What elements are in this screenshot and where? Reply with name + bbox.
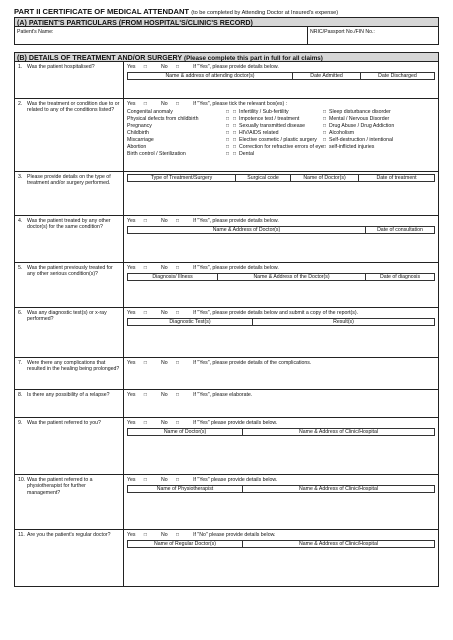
condition-option[interactable] <box>127 151 233 157</box>
condition-option[interactable] <box>127 137 233 143</box>
yes-option[interactable]: Yes □ <box>127 360 147 366</box>
condition-label: Sleep disturbance disorder <box>329 109 391 116</box>
question-row-5: 5. Was the patient previously treated for any other serious condition(s)? Yes □ No □ If "Yes", please provide details below. Diagnosis/ Illness Name & Address of the Doctor(s) Date of diagnosis <box>14 263 439 308</box>
checkbox-icon[interactable]: □ <box>225 130 229 137</box>
condition-option[interactable] <box>127 109 233 115</box>
checkbox-icon[interactable]: □ <box>225 137 229 144</box>
checkbox-icon: □ <box>143 265 147 271</box>
condition-label: Impotence test / treatment <box>239 116 300 123</box>
yes-option[interactable]: Yes □ <box>127 532 147 538</box>
question-row-9: 9. Was the patient referred to you? Yes □ No □ If "Yes" please provide details below. Name of Doctor(s) Name & Address of Clinic/Hospital <box>14 418 439 475</box>
checkbox-icon[interactable]: □ <box>233 150 237 157</box>
yes-option[interactable]: Yes □ <box>127 64 147 70</box>
no-option[interactable]: No □ <box>160 420 180 426</box>
detail-table-header: Name of Regular Doctor(s) Name & Address of Clinic/Hospital <box>127 540 435 548</box>
question-row-4: 4. Was the patient treated by any other doctor(s) for the same condition? Yes □ No □ If "Yes", please provide details below. Name & Address of Doctor(s) Date of consultation <box>14 216 439 263</box>
condition-option[interactable] <box>127 116 233 122</box>
checkbox-icon: □ <box>176 392 180 398</box>
checkbox-icon: □ <box>176 218 180 224</box>
question-label: 5. Was the patient previously treated for any other serious condition(s)? <box>15 263 124 307</box>
question-row-6: 6. Was any diagnostic test(s) or x-ray performed? Yes □ No □ If "Yes", please provide details below and submit a copy of the report(s). Diagnostic Test(s) Result(s) <box>14 308 439 358</box>
question-label: 11. Are you the patient's regular doctor? <box>15 530 124 586</box>
condition-checklist <box>127 109 435 157</box>
condition-option[interactable] <box>323 137 435 143</box>
condition-option[interactable] <box>233 130 323 136</box>
no-option[interactable]: No □ <box>160 64 180 70</box>
section-b-heading: (B) DETAILS OF TREATMENT AND/OR SURGERY (Please complete this part in full for all claims) <box>14 52 439 62</box>
condition-label: Dental <box>239 150 255 157</box>
condition-option[interactable] <box>323 116 435 122</box>
checkbox-icon: □ <box>143 532 147 538</box>
condition-option[interactable] <box>127 144 233 150</box>
yes-option[interactable]: Yes □ <box>127 392 147 398</box>
question-row-8: 8. Is there any possibility of a relapse? Yes □ No □ If "Yes", please elaborate. <box>14 390 439 418</box>
nric-field[interactable]: NRIC/Passport No./FIN No.: <box>310 29 375 35</box>
no-option[interactable]: No □ <box>160 218 180 224</box>
condition-label: Birth control / Sterilization <box>127 150 186 157</box>
checkbox-icon: □ <box>143 360 147 366</box>
detail-table-header: Diagnosis/ Illness Name & Address of the Doctor(s) Date of diagnosis <box>127 273 435 281</box>
checkbox-icon: □ <box>176 265 180 271</box>
checkbox-icon[interactable]: □ <box>225 123 229 130</box>
patient-name-field[interactable]: Patient's Name: <box>15 27 308 44</box>
yes-option[interactable]: Yes □ <box>127 218 147 224</box>
checkbox-icon[interactable]: □ <box>225 116 229 123</box>
form-title: PART II CERTIFICATE OF MEDICAL ATTENDANT (to be completed by Attending Doctor at Insured's expense) <box>14 7 339 16</box>
condition-option[interactable] <box>233 144 323 150</box>
question-label: 8. Is there any possibility of a relapse? <box>15 390 124 417</box>
question-label: 2. Was the treatment or condition due to or related to any of the conditions listed? <box>15 99 124 171</box>
condition-option[interactable] <box>323 123 435 129</box>
checkbox-icon[interactable]: □ <box>323 116 327 123</box>
checkbox-icon: □ <box>143 310 147 316</box>
condition-label: Correction for refractive errors of eye <box>239 143 324 150</box>
condition-label: Childbirth <box>127 130 149 137</box>
yes-option[interactable]: Yes □ <box>127 265 147 271</box>
yes-option[interactable]: Yes □ <box>127 310 147 316</box>
condition-empty <box>323 151 435 157</box>
condition-label: HIV/AIDS related <box>239 130 279 137</box>
checkbox-icon[interactable]: □ <box>233 109 237 116</box>
condition-option[interactable] <box>233 109 323 115</box>
condition-label: Elective cosmetic / plastic surgery <box>239 137 317 144</box>
detail-table-header: Name & Address of Doctor(s) Date of consultation <box>127 226 435 234</box>
question-row-3 <box>14 172 439 216</box>
checkbox-icon: □ <box>176 420 180 426</box>
condition-option[interactable] <box>323 130 435 136</box>
checkbox-icon[interactable]: □ <box>323 137 327 144</box>
checkbox-icon: □ <box>143 477 147 483</box>
condition-label: Drug Abuse / Drug Addiction <box>329 123 395 130</box>
checkbox-icon: □ <box>143 392 147 398</box>
question-label: 7. Were there any complications that resulted in the healing being prolonged? <box>15 358 124 389</box>
no-option[interactable]: No □ <box>160 392 180 398</box>
detail-table-header: Type of Treatment/Surgery Surgical code Name of Doctor(s) Date of treatment <box>127 174 435 182</box>
condition-label: Self-destruction / intentional <box>329 137 394 144</box>
question-label: 4. Was the patient treated by any other doctor(s) for the same condition? <box>15 216 124 262</box>
checkbox-icon[interactable]: □ <box>225 143 229 150</box>
condition-label: Mental / Nervous Disorder <box>329 116 390 123</box>
checkbox-icon[interactable]: □ <box>323 130 327 137</box>
condition-label: self-inflicted injuries <box>329 143 375 150</box>
condition-option[interactable] <box>323 144 435 150</box>
question-label: 3. Please provide details on the type of treatment and/or surgery performed. <box>15 172 124 215</box>
condition-option[interactable] <box>233 123 323 129</box>
condition-option[interactable] <box>127 130 233 136</box>
checkbox-icon: □ <box>176 64 180 70</box>
detail-table-header: Name & address of attending doctor(s) Date Admitted Date Discharged <box>127 72 435 80</box>
no-option[interactable]: No □ <box>160 101 180 107</box>
condition-option[interactable] <box>233 137 323 143</box>
condition-label: Miscarriage <box>127 137 154 144</box>
question-label: 10. Was the patient referred to a physiotherapist for further management? <box>15 475 124 529</box>
no-option[interactable]: No □ <box>160 310 180 316</box>
question-label: 9. Was the patient referred to you? <box>15 418 124 474</box>
detail-table-header: Name of Physiotherapist Name & Address of Clinic/Hospital <box>127 485 435 493</box>
condition-option[interactable] <box>233 116 323 122</box>
checkbox-icon[interactable]: □ <box>323 143 327 150</box>
yes-option[interactable]: Yes □ <box>127 477 147 483</box>
form-title-note: (to be completed by Attending Doctor at Insured's expense) <box>191 10 339 16</box>
detail-table-header: Diagnostic Test(s) Result(s) <box>127 318 435 326</box>
condition-label: Alcoholism <box>329 130 355 137</box>
checkbox-icon: □ <box>176 477 180 483</box>
checkbox-icon: □ <box>143 420 147 426</box>
condition-label: Sexually transmitted disease <box>239 123 306 130</box>
condition-label: Physical defects from childbirth <box>127 116 199 123</box>
checkbox-icon[interactable]: □ <box>225 150 229 157</box>
checkbox-icon[interactable]: □ <box>233 123 237 130</box>
question-label: 6. Was any diagnostic test(s) or x-ray performed? <box>15 308 124 357</box>
question-row-10: 10. Was the patient referred to a physiotherapist for further management? Yes □ No □ If "Yes" please provide details below. Name of Physiotherapist Name & Address of Clinic/Hospital <box>14 475 439 530</box>
checkbox-icon[interactable]: □ <box>225 109 229 116</box>
checkbox-icon: □ <box>143 101 147 107</box>
certificate-form <box>14 6 439 587</box>
yes-option[interactable]: Yes □ <box>127 420 147 426</box>
condition-label: Congenital anomaly <box>127 109 173 116</box>
checkbox-icon: □ <box>176 360 180 366</box>
condition-label: Pregnancy <box>127 123 152 130</box>
condition-option[interactable] <box>233 151 323 157</box>
no-option[interactable]: No □ <box>160 265 180 271</box>
patient-particulars-row <box>14 27 439 45</box>
checkbox-icon[interactable]: □ <box>233 137 237 144</box>
checkbox-icon[interactable]: □ <box>323 123 327 130</box>
no-option[interactable]: No □ <box>160 532 180 538</box>
checkbox-icon: □ <box>176 310 180 316</box>
question-row-11: 11. Are you the patient's regular doctor? Yes □ No □ If "No" please provide details below. Name of Regular Doctor(s) Name & Address of Clinic/Hospital <box>14 530 439 587</box>
question-row-2: 2. Was the treatment or condition due to or related to any of the conditions listed? Yes □ No □ If "Yes", please tick the relevant box(es) : Congenital anomaly □ □ Infertility / Sub-fertility □ Sleep disturbance disorder Physical defects from childbirth □ □ Impotence test / treatment □ Mental / Nervous Disorder Pregnancy □ □ Sexually transmitted disease □ Drug Abuse / Drug Addiction Childbirth □ □ HIV/AIDS related □ Alcoholism Miscarriage □ □ Elective cosmetic / plastic surgery □ Self-destruction / intentional Abortion □ □ Correction for refractive errors of eye □ self-inflicted injuries Birth control / Sterilization □ □ Dental <box>14 99 439 172</box>
checkbox-icon[interactable]: □ <box>233 130 237 137</box>
checkbox-icon: □ <box>143 64 147 70</box>
condition-option[interactable] <box>127 123 233 129</box>
yes-option[interactable]: Yes □ <box>127 101 147 107</box>
checkbox-icon[interactable]: □ <box>233 116 237 123</box>
checkbox-icon: □ <box>143 218 147 224</box>
checkbox-icon: □ <box>176 532 180 538</box>
no-option[interactable]: No □ <box>160 360 180 366</box>
detail-table-header: Name of Doctor(s) Name & Address of Clinic/Hospital <box>127 428 435 436</box>
condition-label: Abortion <box>127 143 147 150</box>
question-row-7: 7. Were there any complications that resulted in the healing being prolonged? Yes □ No □ If "Yes", please provide details of the complications. <box>14 358 439 390</box>
no-option[interactable]: No □ <box>160 477 180 483</box>
checkbox-icon[interactable]: □ <box>323 109 327 116</box>
condition-label: Infertility / Sub-fertility <box>239 109 289 116</box>
question-row-1: 1. Was the patient hospitalised? Yes □ No □ If "Yes", please provide details below. Name & address of attending doctor(s) Date Admitted Date Discharged <box>14 62 439 99</box>
checkbox-icon: □ <box>176 101 180 107</box>
section-a-heading: (A) PATIENT'S PARTICULARS (FROM HOSPITAL'S/CLINIC'S RECORD) <box>14 17 439 27</box>
condition-option[interactable] <box>323 109 435 115</box>
checkbox-icon[interactable]: □ <box>233 143 237 150</box>
question-label: 1. Was the patient hospitalised? <box>15 62 124 98</box>
